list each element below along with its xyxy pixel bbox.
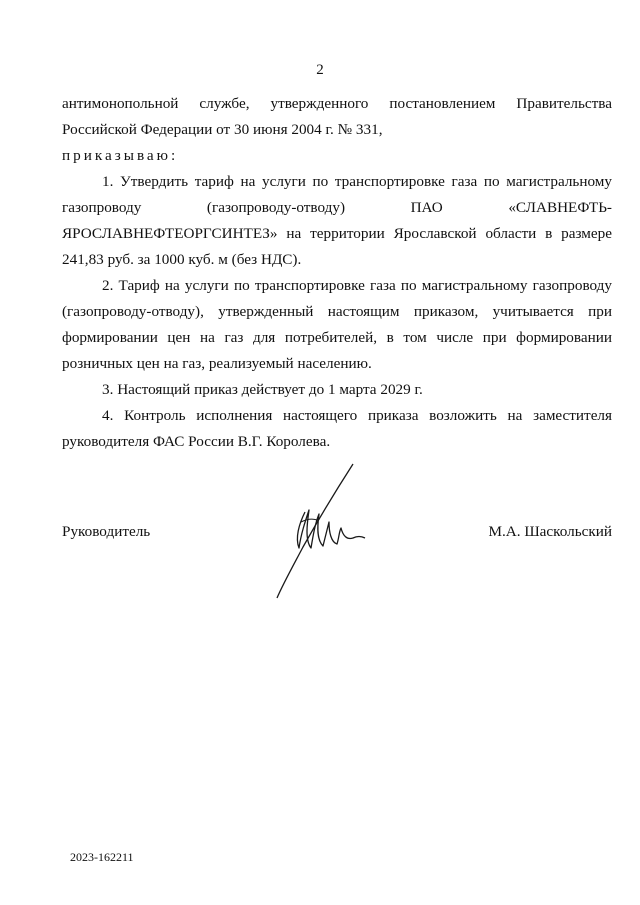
text-line: (газопроводу-отводу), утвержденный настоящим приказом, учитывается при — [62, 303, 612, 320]
text-line: 1. Утвердить тариф на услуги по транспортировке газа по магистральному — [102, 173, 612, 190]
text-line: ЯРОСЛАВНЕФТЕОРГСИНТЕЗ» на территории Ярославской области в размере — [62, 225, 612, 242]
paragraph-4 — [62, 403, 612, 455]
paragraph-continuation — [62, 91, 612, 143]
order-word: приказываю: — [62, 147, 179, 164]
text-line: 4. Контроль исполнения настоящего приказа возложить на заместителя — [102, 407, 612, 424]
signer-name: М.А. Шаскольский — [488, 523, 612, 540]
text-line: розничных цен на газ, реализуемый населению. — [62, 355, 372, 372]
text-line: газопроводу (газопроводу-отводу) ПАО «СЛАВНЕФТЬ- — [62, 199, 612, 216]
text-line: антимонопольной службе, утвержденного постановлением Правительства — [62, 95, 612, 112]
text-line: 2. Тариф на услуги по транспортировке газа по магистральному газопроводу — [102, 277, 612, 294]
page-number: 2 — [316, 62, 324, 78]
paragraph-1 — [62, 169, 612, 273]
document-number: 2023-162211 — [70, 850, 134, 864]
signer-title: Руководитель — [62, 523, 151, 540]
paragraph-2 — [62, 273, 612, 377]
text-line: руководителя ФАС России В.Г. Королева. — [62, 433, 331, 450]
handwritten-signature — [265, 462, 375, 602]
paragraph-3: 3. Настоящий приказ действует до 1 марта 2029 г. — [102, 381, 423, 398]
text-line: 241,83 руб. за 1000 куб. м (без НДС). — [62, 251, 302, 268]
text-line: формировании цен на газ для потребителей, в том числе при формировании — [62, 329, 612, 346]
text-line: Российской Федерации от 30 июня 2004 г. № 331, — [62, 121, 383, 138]
